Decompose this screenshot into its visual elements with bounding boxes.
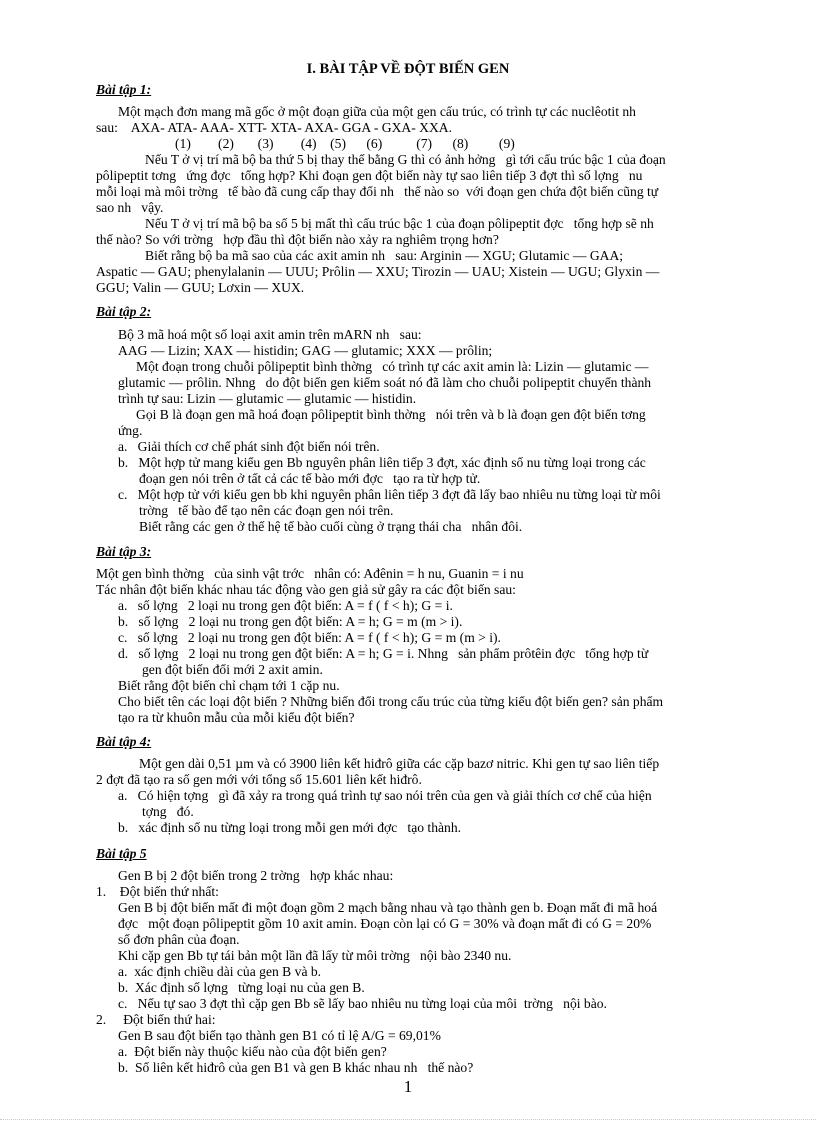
exercise-2-line: đoạn gen nói trên ở tất cả các tế bào mới đợc tạo ra từ hợp tử. [139, 471, 481, 486]
exercise-3-heading: Bài tập 3: [96, 544, 152, 559]
exercise-2-line: AAG — Lizin; XAX — histidin; GAG — glutamic; XXX — prôlin; [118, 343, 493, 358]
exercise-1-line: Aspatic — GAU; phenylalanin — UUU; Prôlin — XXU; Tirozin — UAU; Xistein — UGU; Glyxin — [96, 264, 660, 279]
exercise-2-line: trờng tế bào để tạo nên các đoạn gen nói trên. [139, 503, 394, 518]
exercise-2-line: Gọi B là đoạn gen mã hoá đoạn pôlipeptit bình thờng nói trên và b là đoạn gen đột biến tơng [136, 407, 646, 422]
exercise-5-item-a: a. xác định chiều dài của gen B và b. [118, 964, 322, 979]
exercise-1-line: thế nào? So với trờng hợp đầu thì đột biến nào xảy ra nghiêm trọng hơn? [96, 232, 499, 247]
exercise-4-heading: Bài tập 4: [96, 734, 152, 749]
exercise-3-item-d: d. số lợng 2 loại nu trong gen đột biến: A = h; G = i. Nhng sản phẩm prôtêin đợc tổng hợp từ [118, 646, 649, 661]
exercise-5-line: Gen B sau đột biến tạo thành gen B1 có tỉ lệ A/G = 69,01% [118, 1028, 441, 1043]
exercise-5-item-c: c. Nếu tự sao 3 đợt thì cặp gen Bb sẽ lấy bao nhiêu nu từng loại của môi trờng nội bào. [118, 996, 607, 1011]
exercise-3-line: Biết rằng đột biến chỉ chạm tới 1 cặp nu. [118, 678, 340, 693]
exercise-3-item-c: c. số lợng 2 loại nu trong gen đột biến: A = f ( f < h); G = m (m > i). [118, 630, 501, 645]
exercise-2-item-c: c. Một hợp tử với kiểu gen bb khi nguyên phân liên tiếp 3 đợt đã lấy bao nhiêu nu từng loại từ môi [118, 487, 661, 502]
exercise-2-line: trình tự sau: Lizin — glutamic — glutamic — histidin. [118, 391, 417, 406]
exercise-1-codon-numbers: (1) (2) (3) (4) (5) (6) (7) (8) (9) [175, 136, 515, 151]
exercise-2-line: ứng. [118, 423, 143, 438]
exercise-3-line: Cho biết tên các loại đột biến ? Những biến đổi trong cấu trúc của từng kiểu đột biến gen? sản phẩm [118, 694, 664, 709]
exercise-1-heading: Bài tập 1: [96, 82, 152, 97]
exercise-1-line: Nếu T ở vị trí mã bộ ba số 5 bị mất thì cấu trúc bậc 1 của đoạn pôlipeptit đợc tổng hợp sẽ nh [145, 216, 654, 231]
exercise-5-item-2: 2. Đột biến thứ hai: [96, 1012, 216, 1027]
exercise-2-line: Bộ 3 mã hoá một số loại axit amin trên mARN nh sau: [118, 327, 422, 342]
exercise-4-line: Một gen dài 0,51 µm và có 3900 liên kết hiđrô giữa các cặp bazơ nitric. Khi gen tự sao liên tiếp [139, 756, 660, 771]
exercise-4-item-b: b. xác định số nu từng loại trong mỗi gen mới đợc tạo thành. [118, 820, 462, 835]
exercise-4-item-a: a. Có hiện tợng gì đã xảy ra trong quá trình tự sao nói trên của gen và giải thích cơ chế của hiện [118, 788, 652, 803]
exercise-5-item-2b: b. Số liên kết hiđrô của gen B1 và gen B khác nhau nh thế nào? [118, 1060, 474, 1075]
exercise-1-line: mỗi loại mà môi trờng tế bào đã cung cấp thay đổi nh thế nào so với đoạn gen chứa đột biến cũng tự [96, 184, 659, 199]
exercise-3-line: tạo ra từ khuôn mẫu của mỗi kiểu đột biến? [118, 710, 355, 725]
exercise-4-line: 2 đợt đã tạo ra số gen mới với tổng số 15.601 liên kết hiđrô. [96, 772, 422, 787]
exercise-5-line: đợc một đoạn pôlipeptit gồm 10 axit amin. Đoạn còn lại có G = 30% và đoạn mất đi có G = 20% [118, 916, 652, 931]
exercise-3-line: Một gen bình thờng của sinh vật trớc nhân có: Ađênin = h nu, Guanin = i nu [96, 566, 524, 581]
exercise-3-item-a: a. số lợng 2 loại nu trong gen đột biến: A = f ( f < h); G = i. [118, 598, 453, 613]
exercise-5-item-b: b. Xác định số lợng từng loại nu của gen B. [118, 980, 365, 995]
page-number: 1 [403, 1077, 413, 1096]
exercise-5-item-2a: a. Đột biến này thuộc kiểu nào của đột biến gen? [118, 1044, 387, 1059]
exercise-5-line: số đơn phân của đoạn. [118, 932, 240, 947]
exercise-3-line: Tác nhân đột biến khác nhau tác động vào gen giả sử gây ra các đột biến sau: [96, 582, 516, 597]
page-bottom-divider [0, 1119, 816, 1120]
exercise-2-line: Biết rằng các gen ở thế hệ tế bào cuối cùng ở trạng thái cha nhân đôi. [139, 519, 523, 534]
exercise-2-item-a: a. Giải thích cơ chế phát sinh đột biến nói trên. [118, 439, 380, 454]
exercise-2-line: Một đoạn trong chuỗi pôlipeptit bình thờng có trình tự các axit amin là: Lizin — glutamic — [136, 359, 649, 374]
exercise-1-line: sao nh vậy. [96, 200, 164, 215]
exercise-1-line: sau: AXA- ATA- AAA- XTT- XTA- AXA- GGA - GXA- XXA. [96, 120, 453, 135]
exercise-4-line: tợng đó. [142, 804, 194, 819]
exercise-1-line: Biết rằng bộ ba mã sao của các axit amin nh sau: Arginin — XGU; Glutamic — GAA; [145, 248, 624, 263]
exercise-1-line: pôlipeptit tơng ứng đợc tổng hợp? Khi đoạn gen đột biến này tự sao liên tiếp 3 đợt thì số lợng nu [96, 168, 643, 183]
exercise-3-line: gen đột biến đổi mới 2 axit amin. [142, 662, 323, 677]
exercise-1-line: GGU; Valin — GUU; Lơxin — XUX. [96, 280, 305, 295]
exercise-2-item-b: b. Một hợp tử mang kiểu gen Bb nguyên phân liên tiếp 3 đợt, xác định số nu từng loại trong các [118, 455, 646, 470]
exercise-5-heading: Bài tập 5 [96, 846, 147, 861]
exercise-1-line: Một mạch đơn mang mã gốc ở một đoạn giữa của một gen cấu trúc, có trình tự các nuclêotit nh [118, 104, 636, 119]
exercise-2-line: glutamic — prôlin. Nhng do đột biến gen kiểm soát nó đã làm cho chuỗi polipeptit chuyển thành [118, 375, 652, 390]
exercise-5-line: Khi cặp gen Bb tự tái bản một lần đã lấy từ môi trờng nội bào 2340 nu. [118, 948, 512, 963]
exercise-5-line: Gen B bị đột biến mất đi một đoạn gồm 2 mạch bằng nhau và tạo thành gen b. Đoạn mất đi mã hoá [118, 900, 658, 915]
exercise-1-line: Nếu T ở vị trí mã bộ ba thứ 5 bị thay thế bằng G thì có ảnh hởng gì tới cấu trúc bậc 1 của đoạn [145, 152, 666, 167]
exercise-5-line: Gen B bị 2 đột biến trong 2 trờng hợp khác nhau: [118, 868, 394, 883]
page-title: I. BÀI TẬP VỀ ĐỘT BIẾN GEN [306, 61, 510, 77]
exercise-3-item-b: b. số lợng 2 loại nu trong gen đột biến: A = h; G = m (m > i). [118, 614, 463, 629]
exercise-2-heading: Bài tập 2: [96, 304, 152, 319]
exercise-5-item-1: 1. Đột biến thứ nhất: [96, 884, 219, 899]
